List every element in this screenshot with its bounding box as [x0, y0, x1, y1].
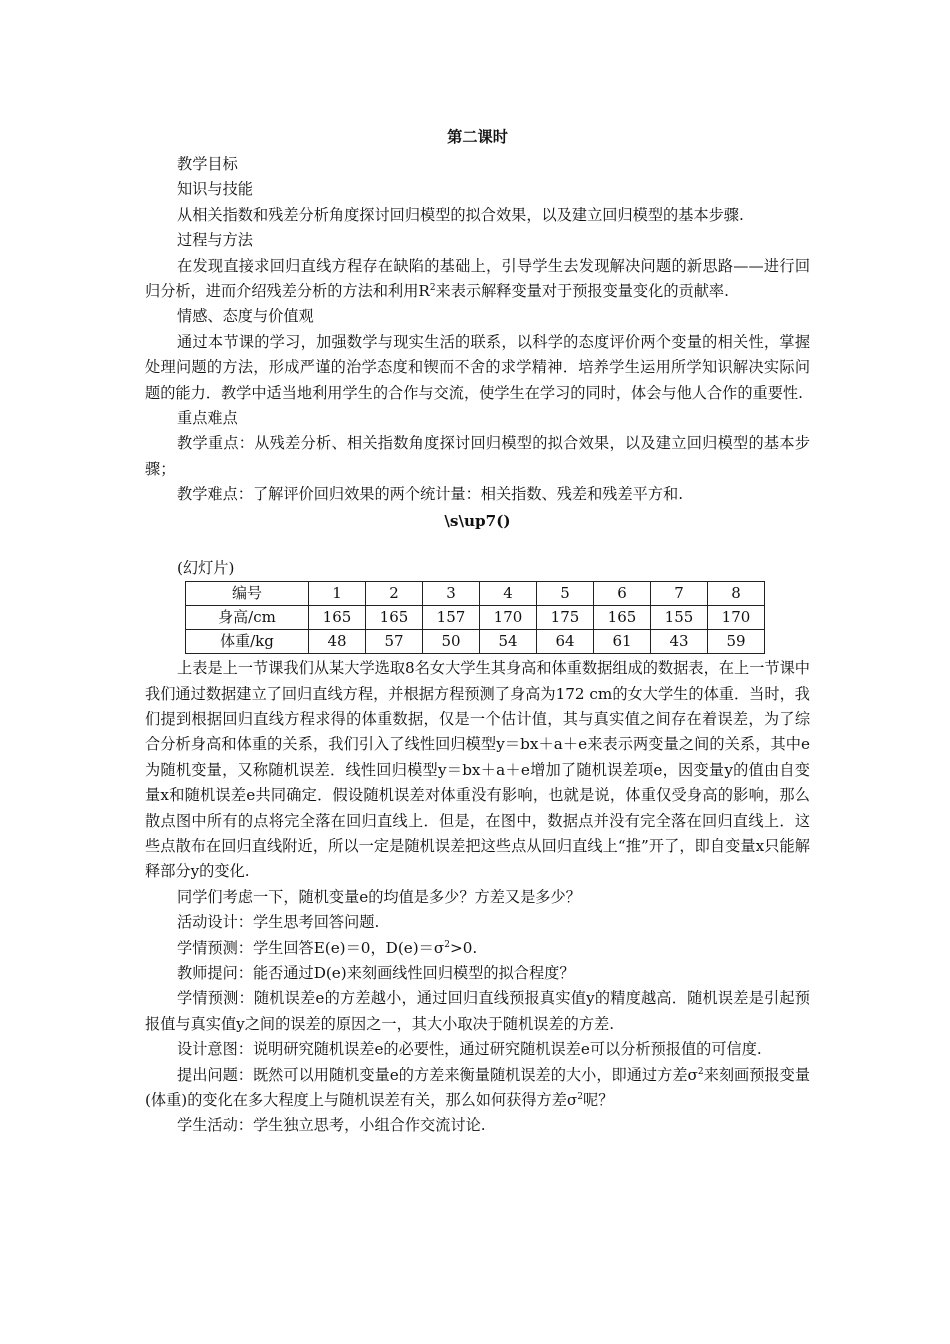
heading-key-points: 重点难点 — [177, 409, 238, 428]
slide-label: (幻灯片) — [177, 558, 235, 577]
paragraph-emotion-values: 通过本节课的学习，加强数学与现实生活的联系，以科学的态度评价两个变量的相关性，掌握处理问题的方法，形成严谨的治学态度和锲而不舍的求学精神．培养学生运用所学知识解决实际问题的能力．教学中适当地利用学生的合作与交流，使学生在学习的同时，体会与他人合作的重要性. — [145, 332, 810, 402]
paragraph-student-prediction-2: 学情预测：随机误差e的方差越小，通过回归直线预报真实值y的精度越高．随机误差是引起预报值与真实值y之间的误差的原因之一，其大小取决于随机误差的方差. — [145, 989, 810, 1033]
table-cell: 155 — [651, 606, 708, 630]
page-title: 第二课时 — [447, 128, 508, 146]
table-cell: 1 — [309, 582, 366, 606]
table-cell: 57 — [366, 630, 423, 654]
paragraph-difficult-point: 教学难点：了解评价回归效果的两个统计量：相关指数、残差和残差平方和. — [177, 485, 684, 504]
table-cell: 165 — [309, 606, 366, 630]
paragraph-student-activity: 学生活动：学生独立思考，小组合作交流讨论. — [177, 1116, 486, 1135]
table-cell: 157 — [423, 606, 480, 630]
heading-process-method: 过程与方法 — [177, 231, 253, 250]
table-cell: 编号 — [186, 582, 309, 606]
height-weight-table — [185, 581, 765, 654]
table-cell: 175 — [537, 606, 594, 630]
table-row — [186, 606, 765, 630]
table-cell: 59 — [708, 630, 765, 654]
table-cell: 165 — [594, 606, 651, 630]
table-cell: 64 — [537, 630, 594, 654]
table-cell: 2 — [366, 582, 423, 606]
table-cell: 体重/kg — [186, 630, 309, 654]
table-cell: 48 — [309, 630, 366, 654]
table-cell: 8 — [708, 582, 765, 606]
paragraph-knowledge-skills: 从相关指数和残差分析角度探讨回归模型的拟合效果，以及建立回归模型的基本步骤. — [177, 205, 744, 224]
table-cell: 170 — [708, 606, 765, 630]
table-cell: 身高/cm — [186, 606, 309, 630]
table-cell: 50 — [423, 630, 480, 654]
paragraph-key-point: 教学重点：从残差分析、相关指数角度探讨回归模型的拟合效果，以及建立回归模型的基本步骤； — [145, 434, 810, 478]
heading-emotion-values: 情感、态度与价值观 — [177, 307, 314, 326]
table-cell: 3 — [423, 582, 480, 606]
table-cell: 61 — [594, 630, 651, 654]
paragraph-activity-design: 活动设计：学生思考回答问题. — [177, 913, 380, 932]
paragraph-design-intent: 设计意图：说明研究随机误差e的必要性，通过研究随机误差e可以分析预报值的可信度. — [177, 1040, 762, 1059]
table-cell: 4 — [480, 582, 537, 606]
table-row — [186, 630, 765, 654]
table-cell: 43 — [651, 630, 708, 654]
paragraph-raise-question: 提出问题：既然可以用随机变量e的方差来衡量随机误差的大小，即通过方差$\sigma^2$来刻画预报变量(体重)的变化在多大程度上与随机误差有关，那么如何获得方差$\sigma^2$呢？ — [145, 1065, 811, 1109]
paragraph-teacher-question: 教师提问：能否通过D(e)来刻画线性回归模型的拟合程度？ — [177, 963, 575, 982]
heading-knowledge-skills: 知识与技能 — [177, 180, 253, 199]
heading-teaching-goals: 教学目标 — [177, 155, 238, 173]
table-cell: 170 — [480, 606, 537, 630]
paragraph-question-mean-variance: 同学们考虑一下，随机变量e的均值是多少？方差又是多少？ — [177, 887, 581, 906]
paragraph-process-method: 在发现直接求回归直线方程存在缺陷的基础上，引导学生去发现解决问题的新思路——进行回归分析，进而介绍残差分析的方法和利用$R^2$来表示解释变量对于预报变量变化的贡献率. — [145, 256, 810, 301]
table-cell: 5 — [537, 582, 594, 606]
table-cell: 165 — [366, 606, 423, 630]
equation-field-code: \s\up7() — [444, 511, 511, 530]
document-page — [145, 122, 810, 1139]
table-cell: 6 — [594, 582, 651, 606]
paragraph-table-explanation: 上表是上一节课我们从某大学选取8名女大学生其身高和体重数据组成的数据表，在上一节课中我们通过数据建立了回归直线方程，并根据方程预测了身高为172 cm的女大学生的体重．当时，我们提到根据回归直线方程求得的体重数据，仅是一个估计值，其与真实值之间存在着误差，为了综合分析身高和体重的关系，我们引入了线性回归模型y＝bx＋a＋e来表示两变量之间的关系，其中e为随机变量，又称随机误差．线性回归模型y＝bx＋a＋e增加了随机误差项e，因变量y的值由自变量x和随机误差e共同确定．假设随机误差对体重没有影响，也就是说，体重仅受身高的影响，那么散点图中所有的点将完全落在回归直线上．但是，在图中，数据点并没有完全落在回归直线上．这些点散布在回归直线附近，所以一定是随机误差把这些点从回归直线上“推”开了，即自变量x只能解释部分y的变化. — [145, 659, 810, 881]
table-row — [186, 582, 765, 606]
table-cell: 54 — [480, 630, 537, 654]
paragraph-student-prediction-1: 学情预测：学生回答E(e)＝0，$D(e)=\sigma^2>0$. — [177, 938, 478, 957]
table-cell: 7 — [651, 582, 708, 606]
